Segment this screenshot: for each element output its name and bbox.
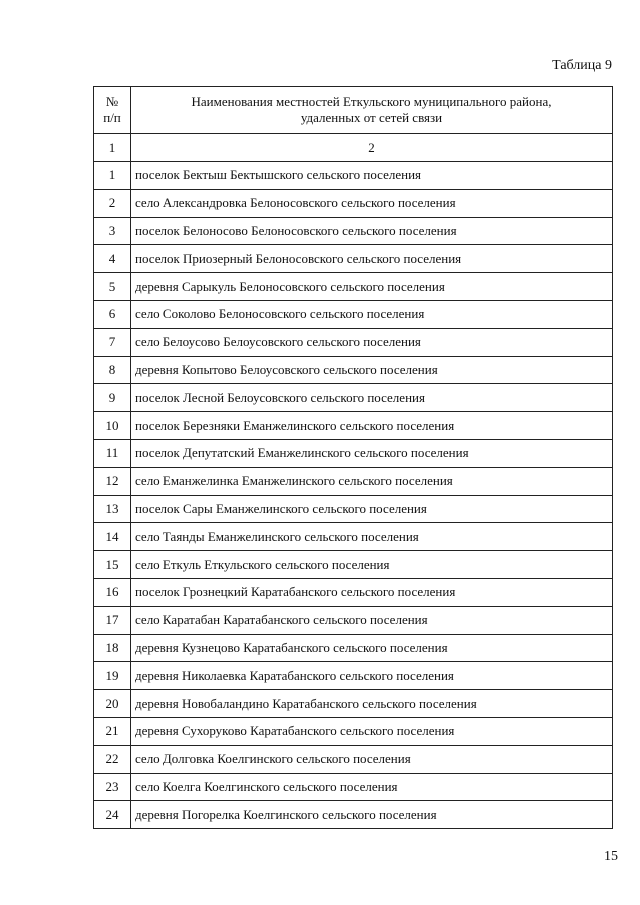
table-row [94,662,613,690]
row-number: 20 [94,690,131,718]
row-number: 8 [94,356,131,384]
page-number: 15 [604,849,618,864]
row-locality-name: деревня Сарыкуль Белоносовского сельского поселения [131,273,613,301]
table-caption: Таблица 9 [552,58,612,73]
row-locality-name: село Таянды Еманжелинского сельского поселения [131,523,613,551]
row-locality-name: деревня Погорелка Коелгинского сельского поселения [131,801,613,829]
header-name [131,87,613,134]
table-row [94,634,613,662]
row-number: 3 [94,217,131,245]
row-locality-name: поселок Приозерный Белоносовского сельского поселения [131,245,613,273]
row-number: 17 [94,606,131,634]
row-locality-name: поселок Сары Еманжелинского сельского поселения [131,495,613,523]
row-number: 21 [94,717,131,745]
row-number: 11 [94,439,131,467]
row-number: 13 [94,495,131,523]
table-row [94,439,613,467]
row-locality-name: деревня Сухоруково Каратабанского сельского поселения [131,717,613,745]
table-row [94,245,613,273]
table-row [94,384,613,412]
row-number: 9 [94,384,131,412]
table-row [94,717,613,745]
localities-table [93,86,613,829]
row-number: 4 [94,245,131,273]
table-row [94,523,613,551]
row-locality-name: село Соколово Белоносовского сельского поселения [131,300,613,328]
row-number: 10 [94,412,131,440]
table-row [94,495,613,523]
table-row [94,412,613,440]
table-row [94,467,613,495]
row-locality-name: поселок Депутатский Еманжелинского сельского поселения [131,439,613,467]
column-number-row [94,134,613,162]
row-locality-name: село Долговка Коелгинского сельского поселения [131,745,613,773]
row-number: 5 [94,273,131,301]
row-number: 19 [94,662,131,690]
row-locality-name: деревня Николаевка Каратабанского сельского поселения [131,662,613,690]
table-header-row [94,87,613,134]
table-row [94,356,613,384]
table-row [94,690,613,718]
table-row [94,606,613,634]
row-number: 15 [94,551,131,579]
row-locality-name: село Коелга Коелгинского сельского поселения [131,773,613,801]
row-locality-name: поселок Бектыш Бектышского сельского поселения [131,162,613,190]
row-number: 7 [94,328,131,356]
row-locality-name: село Белоусово Белоусовского сельского поселения [131,328,613,356]
row-number: 1 [94,162,131,190]
row-locality-name: село Еманжелинка Еманжелинского сельского поселения [131,467,613,495]
row-number: 18 [94,634,131,662]
row-locality-name: деревня Копытово Белоусовского сельского поселения [131,356,613,384]
row-locality-name: деревня Кузнецово Каратабанского сельского поселения [131,634,613,662]
row-locality-name: поселок Белоносово Белоносовского сельского поселения [131,217,613,245]
table-row [94,162,613,190]
table-row [94,217,613,245]
table-row [94,773,613,801]
row-locality-name: поселок Лесной Белоусовского сельского поселения [131,384,613,412]
row-number: 24 [94,801,131,829]
row-number: 2 [94,189,131,217]
column-number-2: 2 [131,134,613,162]
header-name-text: Наименования местностей Еткульского муниципального района, удаленных от сетей связи [191,94,552,125]
row-locality-name: поселок Березняки Еманжелинского сельского поселения [131,412,613,440]
row-locality-name: село Александровка Белоносовского сельского поселения [131,189,613,217]
row-locality-name: деревня Новобаландино Каратабанского сельского поселения [131,690,613,718]
table-row [94,273,613,301]
table-row [94,801,613,829]
table-body [94,162,613,829]
row-number: 23 [94,773,131,801]
table-row [94,551,613,579]
column-number-1: 1 [94,134,131,162]
table-row [94,745,613,773]
table-row [94,300,613,328]
header-number-text: № п/п [103,94,121,125]
row-number: 6 [94,300,131,328]
table-row [94,189,613,217]
row-locality-name: село Каратабан Каратабанского сельского поселения [131,606,613,634]
row-locality-name: поселок Грознецкий Каратабанского сельского поселения [131,578,613,606]
row-number: 12 [94,467,131,495]
table-row [94,328,613,356]
row-number: 16 [94,578,131,606]
row-locality-name: село Еткуль Еткульского сельского поселения [131,551,613,579]
table-row [94,578,613,606]
row-number: 22 [94,745,131,773]
row-number: 14 [94,523,131,551]
header-number [94,87,131,134]
